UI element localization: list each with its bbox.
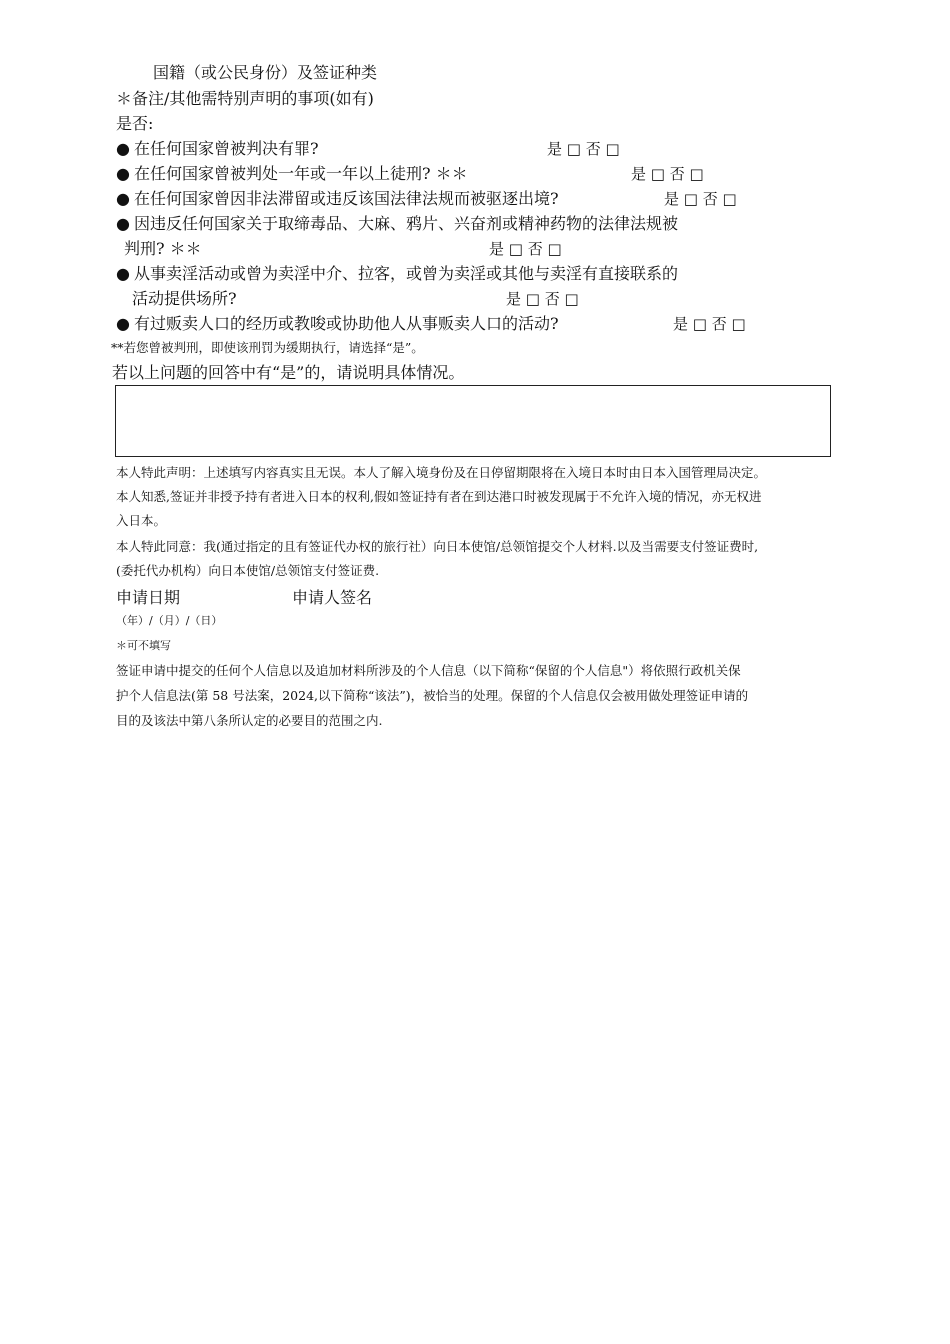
question-item: [116, 138, 319, 160]
privacy-notice-line: 签证申请中提交的任何个人信息以及追加材料所涉及的个人信息（以下简称“保留的个人信息"）将依照行政机关保: [116, 663, 741, 678]
yes-no-checkboxes[interactable]: 是 □ 否 □: [673, 315, 746, 333]
question-intro: 是否:: [116, 114, 154, 133]
explain-prompt: 若以上问题的回答中有“是”的，请说明具体情况。: [112, 363, 465, 382]
yes-no-checkboxes[interactable]: 是 □ 否 □: [664, 190, 737, 208]
question-item: [116, 213, 678, 235]
bullet-icon: ●: [116, 189, 130, 208]
sentence-footnote: **若您曾被判刑，即使该刑罚为缓期执行，请选择“是”。: [111, 340, 424, 355]
applicant-signature-label: 申请人签名: [292, 588, 373, 607]
date-format-hint: （年）/（月）/（日）: [116, 614, 223, 627]
privacy-notice-line: 护个人信息法(第 58 号法案，2024,以下简称“该法”)，被恰当的处理。保留的个人信息仅会被用做处理签证申请的: [116, 688, 749, 703]
yes-no-checkboxes[interactable]: 是 □ 否 □: [489, 240, 562, 258]
nationality-visa-type-label: 国籍（或公民身份）及签证种类: [153, 63, 378, 82]
declaration-line: 本人特此声明：上述填写内容真实且无误。本人了解入境身份及在日停留期限将在入境日本时由日本入国管理局决定。: [116, 465, 767, 480]
bullet-icon: ●: [116, 214, 130, 233]
question-text-continued: 判刑? ＊＊: [124, 239, 202, 258]
question-text: 有过贩卖人口的经历或教唆或协助他人从事贩卖人口的活动?: [134, 314, 559, 333]
application-date-label: 申请日期: [116, 588, 181, 607]
bullet-icon: ●: [116, 139, 130, 158]
yes-no-checkboxes[interactable]: 是 □ 否 □: [631, 165, 704, 183]
question-item: [116, 263, 678, 285]
question-text: 在任何国家曾被判决有罪?: [134, 139, 319, 158]
yes-no-checkboxes[interactable]: 是 □ 否 □: [506, 290, 579, 308]
question-text-continued: 活动提供场所?: [132, 289, 237, 308]
bullet-icon: ●: [116, 314, 130, 333]
question-text: 在任何国家曾被判处一年或一年以上徒刑? ＊＊: [134, 164, 468, 183]
question-item: [116, 188, 559, 210]
explanation-textarea[interactable]: [115, 385, 831, 457]
declaration-line: 本人知悉,签证并非授予持有者进入日本的权利,假如签证持有者在到达港口时被发现属于不允许入境的情况，亦无权进: [116, 489, 762, 504]
remarks-label: ＊备注/其他需特别声明的事项(如有): [116, 89, 374, 108]
privacy-notice-line: 目的及该法中第八条所认定的必要目的范围之内.: [116, 713, 383, 728]
bullet-icon: ●: [116, 164, 130, 183]
bullet-icon: ●: [116, 264, 130, 283]
optional-note: ＊可不填写: [116, 639, 171, 652]
consent-line: (委托代办机构）向日本使馆/总领馆支付签证费.: [116, 563, 380, 578]
question-item: [116, 313, 559, 335]
declaration-line: 入日本。: [116, 513, 167, 528]
consent-line: 本人特此同意：我(通过指定的且有签证代办权的旅行社）向日本使馆/总领馆提交个人材料.以及当需要支付签证费时,: [116, 539, 759, 554]
question-text: 在任何国家曾因非法滞留或违反该国法律法规而被驱逐出境?: [134, 189, 559, 208]
question-item: [116, 163, 468, 185]
question-text: 从事卖淫活动或曾为卖淫中介、拉客，或曾为卖淫或其他与卖淫有直接联系的: [134, 264, 679, 283]
yes-no-checkboxes[interactable]: 是 □ 否 □: [547, 140, 620, 158]
question-text: 因违反任何国家关于取缔毒品、大麻、鸦片、兴奋剂或精神药物的法律法规被: [134, 214, 679, 233]
